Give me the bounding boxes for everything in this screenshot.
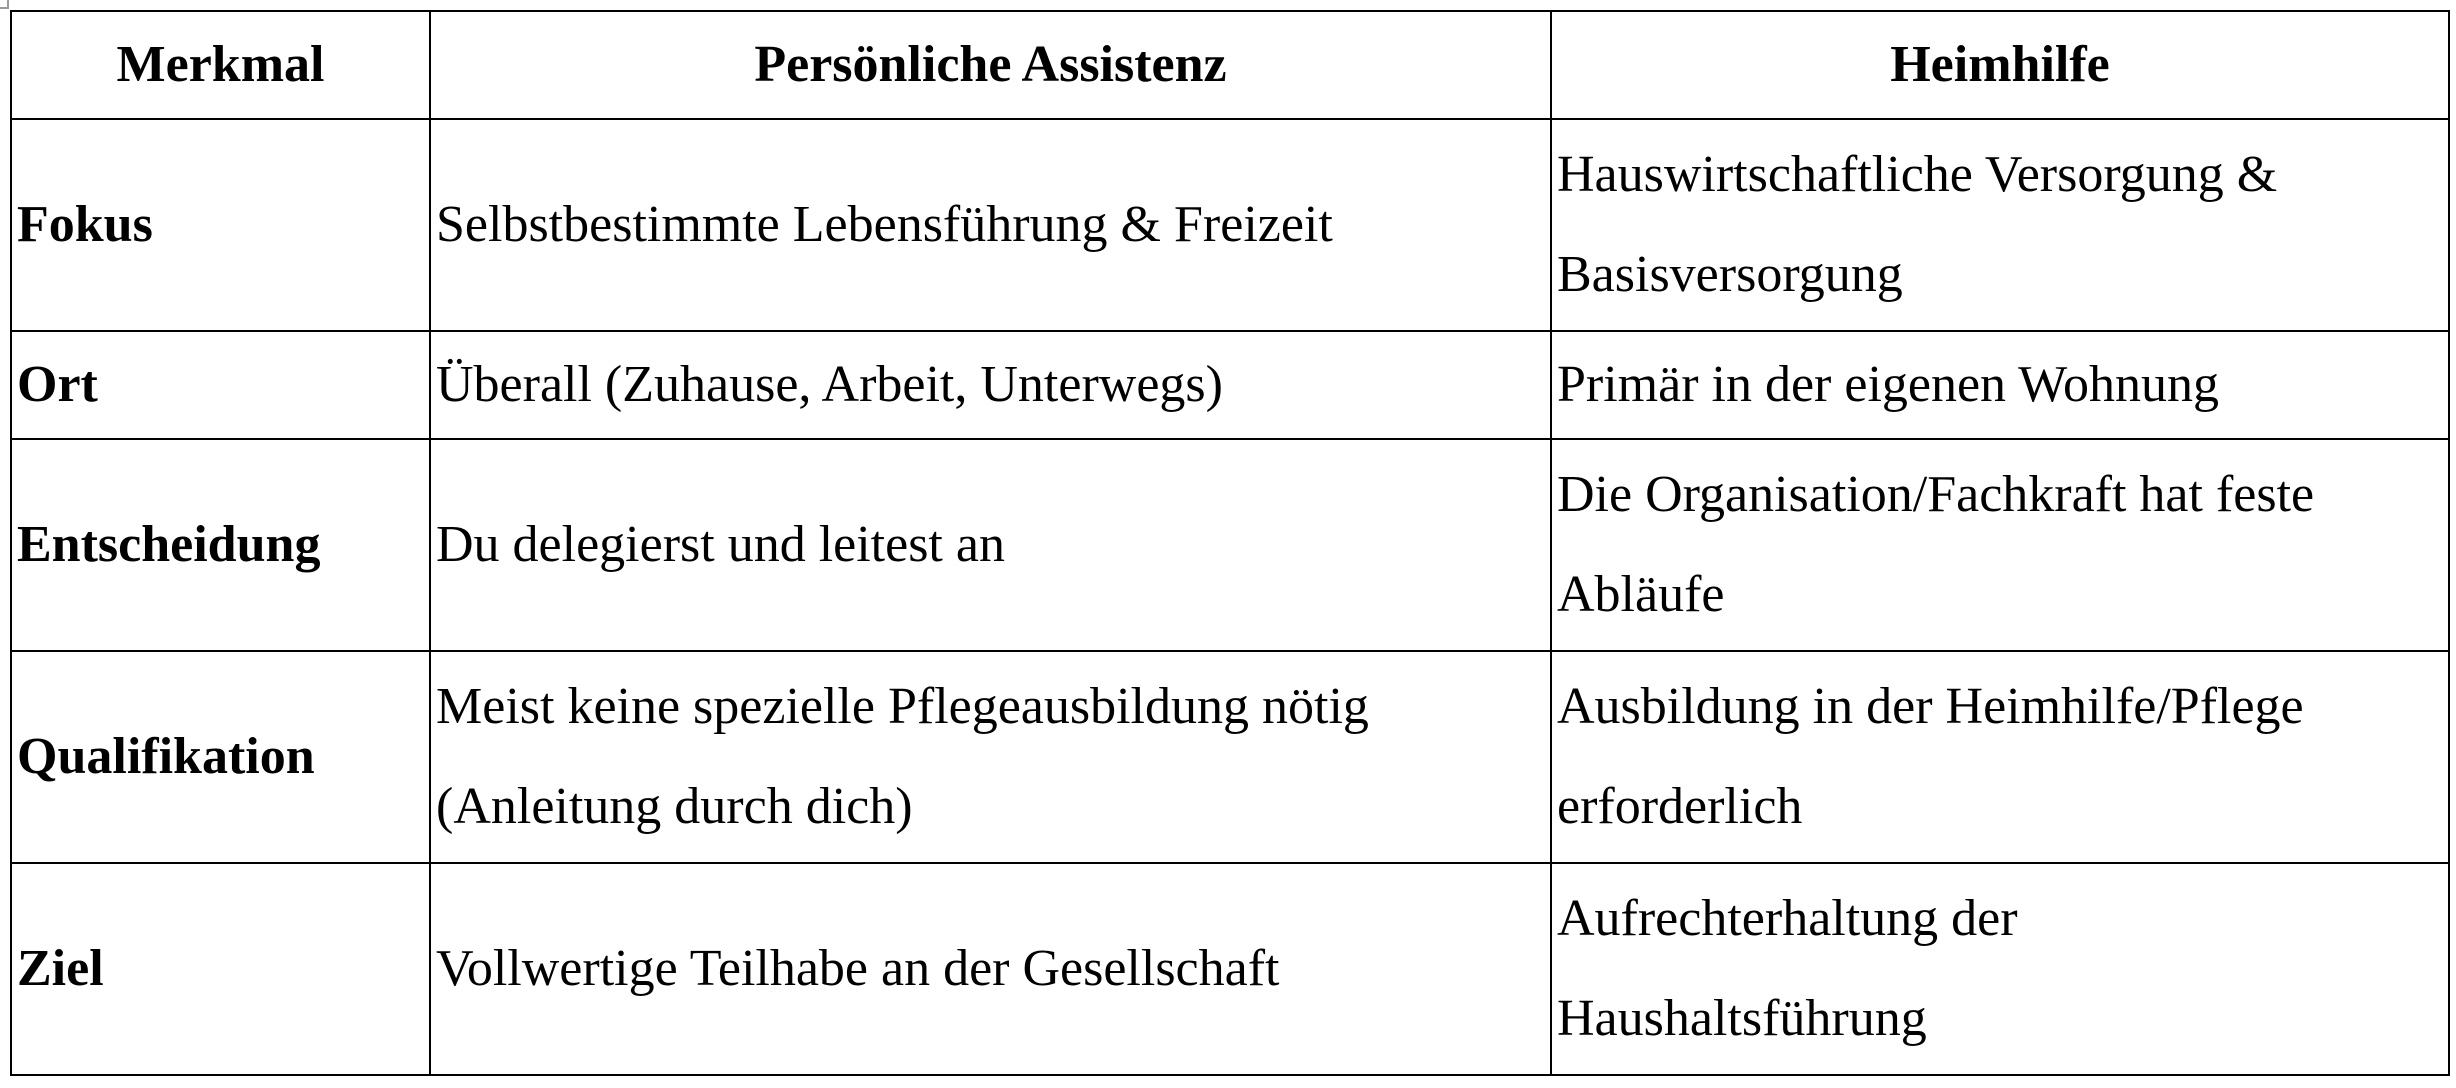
heimhilfe-cell (1551, 119, 2449, 331)
cell-line: (Anleitung durch dich) (436, 778, 913, 835)
table-row (11, 863, 2449, 1075)
assistenz-cell: Du delegierst und leitest an (430, 439, 1551, 651)
heimhilfe-cell (1551, 863, 2449, 1075)
table-row (11, 651, 2449, 863)
cell-line: Basisversorgung (1557, 246, 1903, 303)
table-row (11, 439, 2449, 651)
feature-cell: Ort (11, 331, 430, 439)
assistenz-cell: Überall (Zuhause, Arbeit, Unterwegs) (430, 331, 1551, 439)
feature-cell: Entscheidung (11, 439, 430, 651)
heimhilfe-cell (1551, 651, 2449, 863)
cell-line: Hauswirtschaftliche Versorgung & (1557, 146, 2278, 203)
table-row (11, 119, 2449, 331)
header-merkmal: Merkmal (11, 11, 430, 119)
table-header-row (11, 11, 2449, 119)
assistenz-cell: Vollwertige Teilhabe an der Gesellschaft (430, 863, 1551, 1075)
cell-line: Aufrechterhaltung der (1557, 890, 2018, 947)
table-row (11, 331, 2449, 439)
heimhilfe-cell: Primär in der eigenen Wohnung (1551, 331, 2449, 439)
header-persoenliche-assistenz: Persönliche Assistenz (430, 11, 1551, 119)
feature-cell: Ziel (11, 863, 430, 1075)
cell-line: Haushaltsführung (1557, 990, 1927, 1047)
assistenz-cell: Selbstbestimmte Lebensführung & Freizeit (430, 119, 1551, 331)
cell-line: erforderlich (1557, 778, 1803, 835)
cell-line: Abläufe (1557, 566, 1725, 623)
comparison-table (10, 10, 2450, 1076)
cell-line: Die Organisation/Fachkraft hat feste (1557, 466, 2315, 523)
feature-cell: Qualifikation (11, 651, 430, 863)
cell-line: Meist keine spezielle Pflegeausbildung nötig (436, 678, 1369, 735)
heimhilfe-cell (1551, 439, 2449, 651)
corner-crop-mark (0, 0, 9, 9)
assistenz-cell (430, 651, 1551, 863)
header-heimhilfe: Heimhilfe (1551, 11, 2449, 119)
feature-cell: Fokus (11, 119, 430, 331)
cell-line: Ausbildung in der Heimhilfe/Pflege (1557, 678, 2304, 735)
